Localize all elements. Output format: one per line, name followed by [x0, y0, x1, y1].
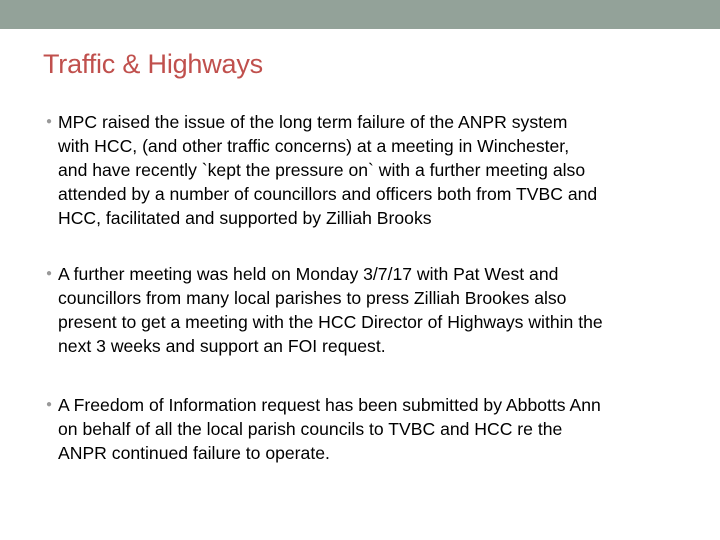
bullet-line: next 3 weeks and support an FOI request. — [58, 336, 386, 356]
bullet-line: A further meeting was held on Monday 3/7/17 with Pat West and — [58, 264, 559, 284]
bullet-icon: ● — [46, 268, 53, 279]
bullet-item — [46, 393, 601, 465]
bullet-line: HCC, facilitated and supported by Zilliah Brooks — [58, 208, 432, 228]
top-accent-bar — [0, 0, 720, 29]
bullet-item — [46, 262, 603, 358]
bullet-line: A Freedom of Information request has been submitted by Abbotts Ann — [58, 395, 601, 415]
bullet-line: on behalf of all the local parish councils to TVBC and HCC re the — [58, 419, 563, 439]
bullet-item — [46, 110, 598, 230]
bullet-icon: ● — [46, 116, 53, 127]
bullet-line: councillors from many local parishes to press Zilliah Brookes also — [58, 288, 567, 308]
bullet-line: with HCC, (and other traffic concerns) at a meeting in Winchester, — [58, 136, 570, 156]
bullet-line: present to get a meeting with the HCC Director of Highways within the — [58, 312, 603, 332]
bullet-line: MPC raised the issue of the long term failure of the ANPR system — [58, 112, 568, 132]
bullet-icon: ● — [46, 399, 53, 410]
slide-title: Traffic & Highways — [43, 49, 263, 79]
bullet-line: attended by a number of councillors and officers both from TVBC and — [58, 184, 598, 204]
bullet-line: and have recently `kept the pressure on` with a further meeting also — [58, 160, 586, 180]
bullet-line: ANPR continued failure to operate. — [58, 443, 330, 463]
